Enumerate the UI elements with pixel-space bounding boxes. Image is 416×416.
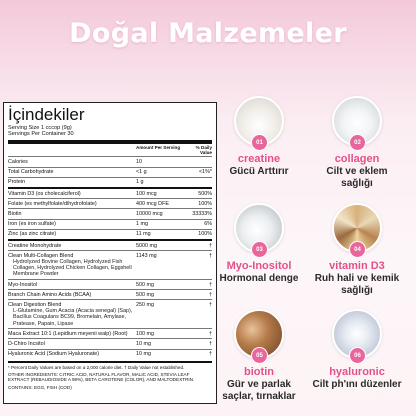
facts-row-name — [8, 201, 136, 207]
servings-per-container: Servings Per Container 30 — [8, 131, 74, 138]
facts-title: İçindekiler — [8, 105, 85, 124]
nutrient-name: Myo-Inositol — [8, 281, 38, 288]
nutrient-daily-value: 100% — [198, 200, 212, 207]
ingredient-number: 04 — [349, 241, 366, 258]
facts-row — [8, 239, 212, 250]
nutrient-daily-value: 500% — [198, 190, 212, 197]
ingredient-card-hyaluronic — [311, 309, 403, 391]
ingredient-benefit: Ruh hali ve kemik sağlığı — [314, 272, 400, 296]
ingredient-number: 01 — [251, 134, 268, 151]
facts-row — [8, 156, 212, 166]
facts-row — [8, 349, 212, 359]
nutrient-name: D-Chiro Incsitol — [8, 340, 45, 347]
nutrient-name: Branch Chain Amino Acids (BCAA) — [8, 291, 92, 298]
facts-row — [8, 289, 212, 299]
facts-row — [8, 177, 212, 187]
ingredient-photo — [332, 309, 382, 359]
facts-row-name — [8, 211, 136, 217]
serving-size: Serving Size 1 cccop (9g) — [8, 125, 72, 131]
ingredient-number: 02 — [349, 134, 366, 151]
ingredient-card-biotin — [213, 309, 305, 403]
ingredient-name: collagen — [334, 153, 380, 165]
nutrient-name: Total Carbohydrate — [8, 169, 54, 176]
facts-row-name — [8, 243, 136, 249]
nutrient-amount: 1143 mg — [136, 252, 157, 259]
facts-footer — [8, 361, 212, 390]
nutrient-daily-value: 6% — [204, 221, 212, 228]
ingredient-card-collagen — [311, 96, 403, 190]
nutrient-amount: 10 — [136, 158, 142, 165]
nutrient-name: Zinc (as zinc citrate) — [8, 231, 57, 238]
nutrient-amount: 500 mg — [136, 281, 154, 288]
footnote: * Percent Daily Values are based on a 2,000 calorie diet. † Daily Value not established. — [8, 364, 185, 370]
facts-rows — [8, 156, 212, 358]
amount-header: Amount Per Serving — [136, 144, 181, 150]
facts-row-name — [8, 292, 136, 298]
nutrient-name: Iron (es iron sulfate) — [8, 221, 56, 228]
ingredient-benefit: Cilt ve eklem sağlığı — [326, 165, 388, 189]
facts-row-name — [8, 169, 136, 175]
ingredient-card-vitamin-d3 — [311, 203, 403, 297]
ingredient-photo — [332, 96, 382, 146]
blend-components: Hydrolyzed Bovine Collagen, Hydrolyzed Fish Collagen, Hydrolyzed Chicken Collagen, Eggshell Membrane Powder — [13, 258, 132, 278]
nutrient-amount: 10000 mcg — [136, 210, 163, 217]
nutrient-name: Clean Digestion Blend — [8, 301, 62, 308]
facts-row-name — [8, 253, 136, 278]
ingredient-photo — [234, 309, 284, 359]
ingredient-card-myo-inositol — [213, 203, 305, 285]
ingredient-number: 05 — [251, 347, 268, 364]
nutrient-daily-value: 33333% — [192, 210, 212, 217]
ingredient-number: 03 — [251, 241, 268, 258]
other-ingredients: OTHER INGREDIENTS: CITRIC ACID, NATURAL FLAVOR, MALIC ACID, STEVIA LEAF EXTRACT (REBAUDIOSIDE A 98%), BETA CAROTENE (COLOR), AND MALTODEXTRIN. — [8, 372, 195, 383]
ingredient-benefit: Hormonal denge — [219, 272, 299, 284]
nutrient-daily-value: 100% — [198, 231, 212, 238]
nutrient-daily-value: † — [209, 281, 212, 288]
nutrient-name: Clean Multi-Collagen Blend — [8, 252, 74, 259]
nutrient-name: Folate (es methylfolate/dihydrofolate) — [8, 200, 97, 207]
facts-row-name — [8, 231, 136, 237]
nutrient-amount: 100 mcg — [136, 190, 157, 197]
blend-components: L-Glutamine, Gum Acacia (Acacia senegal) (Sap), Bacillus Coagulans BC99, Bromelain, Amylase, Pratease, Papain, Lipase — [13, 308, 133, 327]
facts-row-name — [8, 282, 136, 288]
nutrient-amount: 5000 mg — [136, 242, 157, 249]
facts-column-header — [8, 145, 212, 157]
facts-row-name — [8, 302, 136, 327]
facts-row — [8, 208, 212, 218]
page-title: Doğal Malzemeler — [69, 17, 347, 49]
nutrient-daily-value — [186, 179, 212, 185]
facts-row — [8, 167, 212, 177]
facts-row — [8, 250, 212, 279]
header — [0, 0, 416, 66]
facts-row — [8, 338, 212, 348]
nutrient-amount: 1 g — [136, 179, 144, 186]
ingredient-name: biotin — [244, 366, 274, 378]
ingredient-benefit: Gücü Arttırır — [229, 165, 289, 177]
supplement-facts-panel — [3, 102, 217, 404]
ingredient-benefit: Gür ve parlak saçlar, tırnaklar — [222, 378, 296, 402]
nutrient-amount: 10 mg — [136, 340, 151, 347]
nutrient-amount: <1 g — [136, 169, 147, 176]
nutrient-name: Biotin — [8, 210, 22, 217]
facts-row — [8, 219, 212, 229]
dv-header: % Daily Value — [195, 144, 212, 156]
nutrient-daily-value: † — [209, 291, 212, 298]
nutrient-daily-value: <1%* — [198, 169, 212, 176]
divider — [8, 140, 212, 144]
nutrient-amount: 10 mg — [136, 351, 151, 358]
ingredient-name: creatine — [237, 153, 281, 165]
nutrient-name: Maca Extract 10:1 (Lepidium meyenii walp) (Root) — [8, 330, 128, 337]
facts-row-name — [8, 331, 136, 337]
ingredient-name: hyaluronic — [329, 366, 385, 378]
nutrient-daily-value: † — [209, 340, 212, 347]
nutrient-name: Vitamin D3 (os cholecalciferol) — [8, 190, 81, 197]
ingredient-photo — [234, 203, 284, 253]
nutrient-daily-value: † — [209, 330, 212, 337]
nutrient-amount: 100 mg — [136, 330, 154, 337]
facts-row-name — [8, 159, 136, 165]
facts-row-name — [8, 179, 136, 185]
ingredient-photo — [234, 96, 284, 146]
nutrient-amount: 11 mg — [136, 231, 151, 238]
nutrient-amount: 500 mg — [136, 291, 154, 298]
nutrient-daily-value — [186, 159, 212, 165]
facts-row — [8, 198, 212, 208]
facts-row — [8, 328, 212, 338]
facts-row-name — [8, 351, 136, 357]
nutrient-daily-value: † — [209, 242, 212, 249]
nutrient-name: Creatine Monohydrate — [8, 242, 62, 249]
facts-row-name — [8, 341, 136, 347]
nutrient-daily-value: † — [209, 252, 212, 259]
nutrient-name: Hyaluronic Acid (Sodium Hyaluronate) — [8, 351, 100, 358]
facts-row — [8, 187, 212, 198]
facts-row — [8, 299, 212, 328]
ingredient-number: 06 — [349, 347, 366, 364]
ingredient-card-creatine — [213, 96, 305, 178]
facts-row — [8, 279, 212, 289]
contains: CONTAINS: EGG, FISH (COD) — [8, 384, 72, 390]
facts-row — [8, 229, 212, 239]
nutrient-daily-value: † — [209, 351, 212, 358]
nutrient-name: Calories — [8, 158, 28, 165]
facts-row-name — [8, 191, 136, 197]
ingredient-name: Myo-Inositol — [226, 260, 292, 272]
nutrient-daily-value: † — [209, 301, 212, 308]
facts-row-name — [8, 221, 136, 227]
nutrient-amount: 1 mg — [136, 221, 148, 228]
nutrient-name: Protein — [8, 179, 26, 186]
nutrient-amount: 250 mg — [136, 301, 154, 308]
ingredient-benefit: Cilt ph'ını düzenler — [312, 378, 402, 390]
nutrient-amount: 400 mcg DFE — [136, 200, 169, 207]
ingredient-name: vitamin D3 — [329, 260, 385, 272]
ingredient-photo — [332, 203, 382, 253]
